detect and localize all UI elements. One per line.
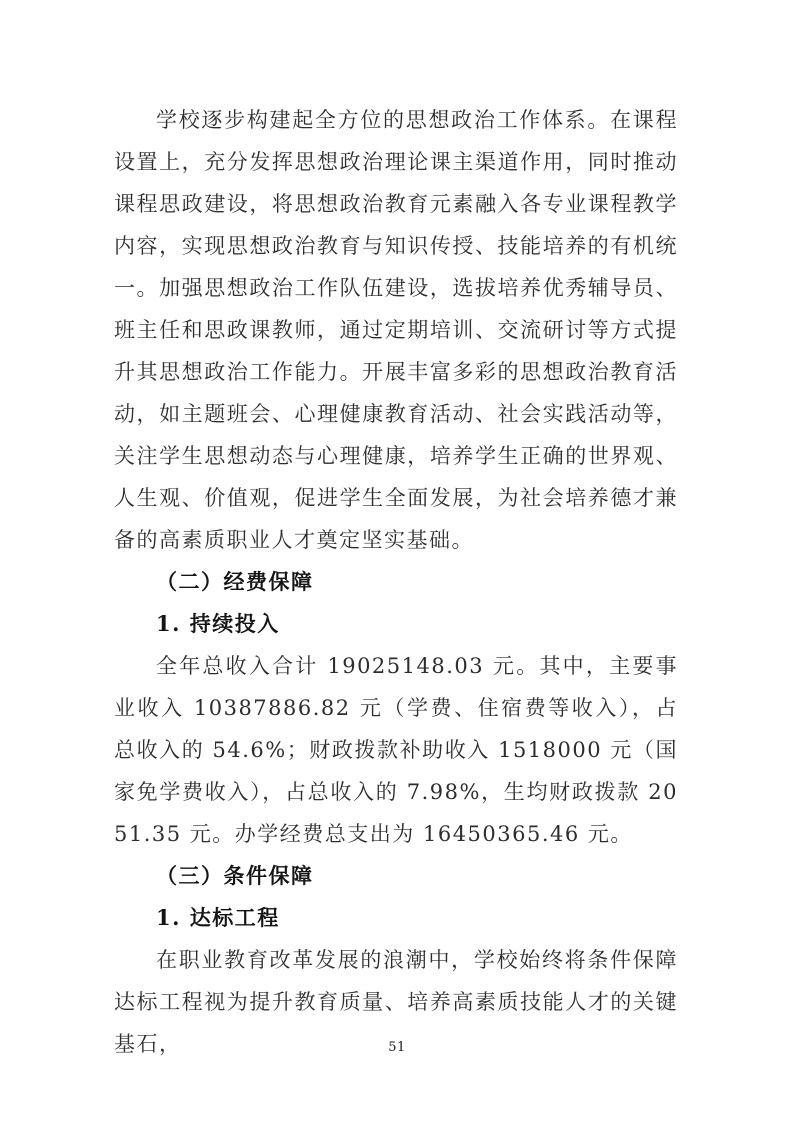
heading-standards-project: 1. 达标工程: [156, 905, 280, 930]
page-body: [114, 99, 678, 1065]
paragraph-standards-project-intro: 在职业教育改革发展的浪潮中，学校始终将条件保障达标工程视为提升教育质量、培养高素质技能人才的关键基石，: [114, 948, 678, 1056]
page-number: 51: [388, 1040, 406, 1055]
heading-condition-guarantee: （三）条件保障: [156, 863, 314, 888]
paragraph-ideological-political-work: 学校逐步构建起全方位的思想政治工作体系。在课程设置上，充分发挥思想政治理论课主渠道作用，同时推动课程思政建设，将思想政治教育元素融入各专业课程教学内容，实现思想政治教育与知识传授、技能培养的有机统一。加强思想政治工作队伍建设，选拔培养优秀辅导员、班主任和思政课教师，通过定期培训、交流研讨等方式提升其思想政治工作能力。开展丰富多彩的思想政治教育活动，如主题班会、心理健康教育活动、社会实践活动等，关注学生思想动态与心理健康，培养学生正确的世界观、人生观、价值观，促进学生全面发展，为社会培养德才兼备的高素质职业人才奠定坚实基础。: [114, 108, 678, 552]
heading-continuous-investment: 1. 持续投入: [156, 611, 280, 636]
paragraph-annual-income-figures: 全年总收入合计 19025148.03 元。其中，主要事业收入 10387886.82 元（学费、住宿费等收入），占总收入的 54.6%；财政拨款补助收入 1518000 元（国家免学费收入），占总收入的 7.98%，生均财政拨款 2051.35 元。办学经费总支出为 16450365.46 元。: [114, 654, 678, 846]
heading-funding-guarantee: （二）经费保障: [156, 569, 314, 594]
